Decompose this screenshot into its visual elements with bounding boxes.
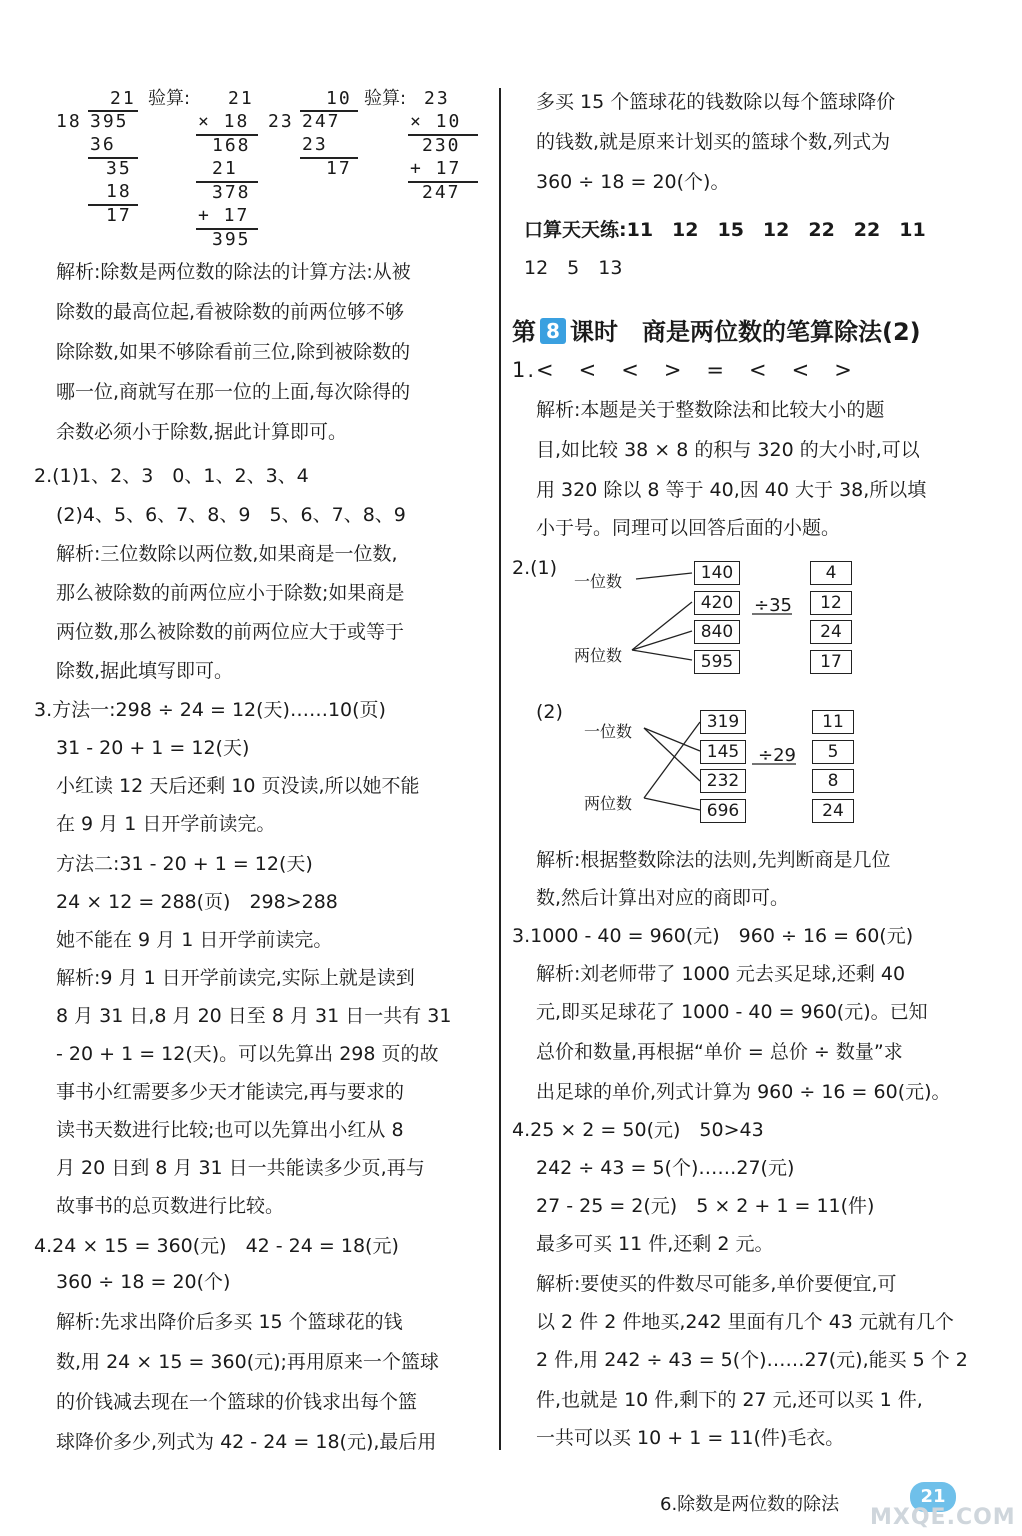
- lesson-number-badge: 8: [540, 318, 566, 344]
- check-line: 395: [212, 229, 251, 250]
- q2-label-2: (2): [536, 701, 563, 723]
- watermark: MXQE.COM: [870, 1505, 1016, 1530]
- text-line: 余数必须小于除数,据此计算即可。: [56, 421, 348, 443]
- dividend: 395: [90, 111, 129, 132]
- check-line: 378: [212, 182, 251, 203]
- q1-answers: 1.< < < > = < < >: [512, 358, 854, 382]
- text-line: 数,用 24 × 15 = 360(元);再用原来一个篮球: [56, 1351, 439, 1373]
- text-line: 解析:要使买的件数尽可能多,单价要便宜,可: [536, 1273, 897, 1295]
- quotient-box: 24: [810, 620, 852, 644]
- divisor: 23: [268, 111, 294, 132]
- text-line: 242 ÷ 43 = 5(个)……27(元): [536, 1157, 795, 1179]
- text-line: 月 20 日到 8 月 31 日一共能读多少页,再与: [56, 1157, 425, 1179]
- text-line: 小于号。同理可以回答后面的小题。: [536, 517, 841, 539]
- text-line: 总价和数量,再根据“单价 = 总价 ÷ 数量”求: [536, 1041, 903, 1063]
- text-line: 出足球的单价,列式计算为 960 ÷ 16 = 60(元)。: [536, 1081, 951, 1103]
- text-line: 的价钱减去现在一个篮球的价钱求出每个篮: [56, 1391, 418, 1413]
- text-line: 360 ÷ 18 = 20(个): [56, 1271, 231, 1293]
- quotient-box: 11: [812, 710, 854, 734]
- division-op: ÷29: [758, 745, 796, 766]
- text-line: 除数,据此填写即可。: [56, 660, 234, 682]
- text-line: 读书天数进行比较;也可以先算出小红从 8: [56, 1119, 404, 1141]
- text-line: 解析:本题是关于整数除法和比较大小的题: [536, 399, 885, 421]
- text-line: 27 - 25 = 2(元) 5 × 2 + 1 = 11(件): [536, 1195, 875, 1217]
- text-line: 解析:三位数除以两位数,如果商是一位数,: [56, 543, 398, 565]
- dividend-box: 595: [694, 650, 740, 674]
- text-line: 解析:根据整数除法的法则,先判断商是几位: [536, 849, 891, 871]
- two-digit-label: 两位数: [584, 794, 633, 813]
- text-line: 多买 15 个篮球花的钱数除以每个篮球降价: [536, 91, 896, 113]
- text-line: 2.(1)1、2、3 0、1、2、3、4: [34, 465, 309, 487]
- one-digit-label: 一位数: [574, 572, 623, 591]
- check-line: 247: [422, 182, 461, 203]
- q2-label: 2.(1): [512, 557, 558, 579]
- check-line: 230: [422, 135, 461, 156]
- text-line: 的钱数,就是原来计划买的篮球个数,列式为: [536, 131, 891, 153]
- dividend-box: 145: [700, 740, 746, 764]
- text-line: 除数的最高位起,看被除数的前两位够不够: [56, 301, 405, 323]
- text-line: 2 件,用 242 ÷ 43 = 5(个)……27(元),能买 5 个 2: [536, 1349, 968, 1371]
- text-line: 她不能在 9 月 1 日开学前读完。: [56, 929, 333, 951]
- text-line: 解析:先求出降价后多买 15 个篮球花的钱: [56, 1311, 403, 1333]
- step: 36: [90, 134, 116, 155]
- dividend: 247: [302, 111, 341, 132]
- dividend-box: 140: [694, 561, 740, 585]
- check-line: 168: [212, 135, 251, 156]
- quotient-box: 24: [812, 799, 854, 823]
- quotient-box: 5: [812, 740, 854, 764]
- text-line: 最多可买 11 件,还剩 2 元。: [536, 1233, 774, 1255]
- text-line: 解析:除数是两位数的除法的计算方法:从被: [56, 261, 411, 283]
- lesson-post: 课时 商是两位数的笔算除法(2): [570, 318, 921, 346]
- text-line: 3.方法一:298 ÷ 24 = 12(天)……10(页): [34, 699, 386, 721]
- text-line: 故事书的总页数进行比较。: [56, 1195, 285, 1217]
- step: 17: [106, 205, 132, 226]
- text-line: 解析:刘老师带了 1000 元去买足球,还剩 40: [536, 963, 906, 985]
- text-line: 360 ÷ 18 = 20(个)。: [536, 171, 730, 193]
- check-line: × 10: [410, 111, 462, 132]
- quotient: 21: [110, 88, 136, 109]
- dividend-box: 319: [700, 710, 746, 734]
- lesson-pre: 第: [512, 318, 536, 346]
- check-line: 21: [228, 88, 254, 109]
- check-line: 21: [212, 158, 238, 179]
- quotient-box: 8: [812, 769, 854, 793]
- quotient-box: 12: [810, 591, 852, 615]
- text-line: 除除数,如果不够除看前三位,除到被除数的: [56, 341, 411, 363]
- text-line: 解析:9 月 1 日开学前读完,实际上就是读到: [56, 967, 415, 989]
- quotient-box: 17: [810, 650, 852, 674]
- check-line: 23: [424, 88, 450, 109]
- dividend-box: 232: [700, 769, 746, 793]
- text-line: 3.1000 - 40 = 960(元) 960 ÷ 16 = 60(元): [512, 925, 914, 947]
- mental-math-line: 12 5 13: [524, 257, 623, 279]
- step: 23: [302, 134, 328, 155]
- chapter-footer: 6.除数是两位数的除法: [660, 1494, 840, 1515]
- text-line: 小红读 12 天后还剩 10 页没读,所以她不能: [56, 775, 420, 797]
- text-line: 方法二:31 - 20 + 1 = 12(天): [56, 853, 313, 875]
- dividend-box: 696: [700, 799, 746, 823]
- quotient-box: 4: [810, 561, 852, 585]
- text-line: 在 9 月 1 日开学前读完。: [56, 813, 276, 835]
- text-line: 用 320 除以 8 等于 40,因 40 大于 38,所以填: [536, 479, 927, 501]
- text-line: 那么被除数的前两位应小于除数;如果商是: [56, 582, 405, 604]
- step: 17: [326, 158, 352, 179]
- text-line: 一共可以买 10 + 1 = 11(件)毛衣。: [536, 1427, 845, 1449]
- step: 18: [106, 181, 132, 202]
- text-line: 事书小红需要多少天才能读完,再与要求的: [56, 1081, 405, 1103]
- text-line: (2)4、5、6、7、8、9 5、6、7、8、9: [56, 504, 406, 526]
- text-line: 4.25 × 2 = 50(元) 50>43: [512, 1119, 764, 1141]
- text-line: 8 月 31 日,8 月 20 日至 8 月 31 日一共有 31: [56, 1005, 452, 1027]
- text-line: 件,也就是 10 件,剩下的 27 元,还可以买 1 件,: [536, 1389, 923, 1411]
- text-line: 24 × 12 = 288(页) 298>288: [56, 891, 338, 913]
- divisor: 18: [56, 111, 82, 132]
- check-line: × 18: [198, 111, 250, 132]
- text-line: - 20 + 1 = 12(天)。可以先算出 298 页的故: [56, 1043, 439, 1065]
- dividend-box: 840: [694, 620, 740, 644]
- text-line: 元,即买足球花了 1000 - 40 = 960(元)。已知: [536, 1001, 928, 1023]
- mental-math-line: 口算天天练:11 12 15 12 22 22 11: [524, 219, 926, 241]
- text-line: 哪一位,商就写在那一位的上面,每次除得的: [56, 381, 411, 403]
- check-line: + 17: [410, 158, 462, 179]
- page-number: 21: [910, 1482, 956, 1512]
- one-digit-label: 一位数: [584, 722, 633, 741]
- text-line: 两位数,那么被除数的前两位应大于或等于: [56, 621, 405, 643]
- division-op: ÷35: [754, 595, 792, 616]
- dividend-box: 420: [694, 591, 740, 615]
- step: 35: [106, 158, 132, 179]
- check-line: + 17: [198, 205, 250, 226]
- check-label: 验算:: [148, 88, 191, 109]
- quotient: 10: [326, 88, 352, 109]
- two-digit-label: 两位数: [574, 646, 623, 665]
- text-line: 4.24 × 15 = 360(元) 42 - 24 = 18(元): [34, 1235, 399, 1257]
- text-line: 数,然后计算出对应的商即可。: [536, 887, 790, 909]
- text-line: 以 2 件 2 件地买,242 里面有几个 43 元就有几个: [536, 1311, 954, 1333]
- text-line: 球降价多少,列式为 42 - 24 = 18(元),最后用: [56, 1431, 437, 1453]
- text-line: 31 - 20 + 1 = 12(天): [56, 737, 250, 759]
- text-line: 目,如比较 38 × 8 的积与 320 的大小时,可以: [536, 439, 920, 461]
- check-label: 验算:: [364, 88, 407, 109]
